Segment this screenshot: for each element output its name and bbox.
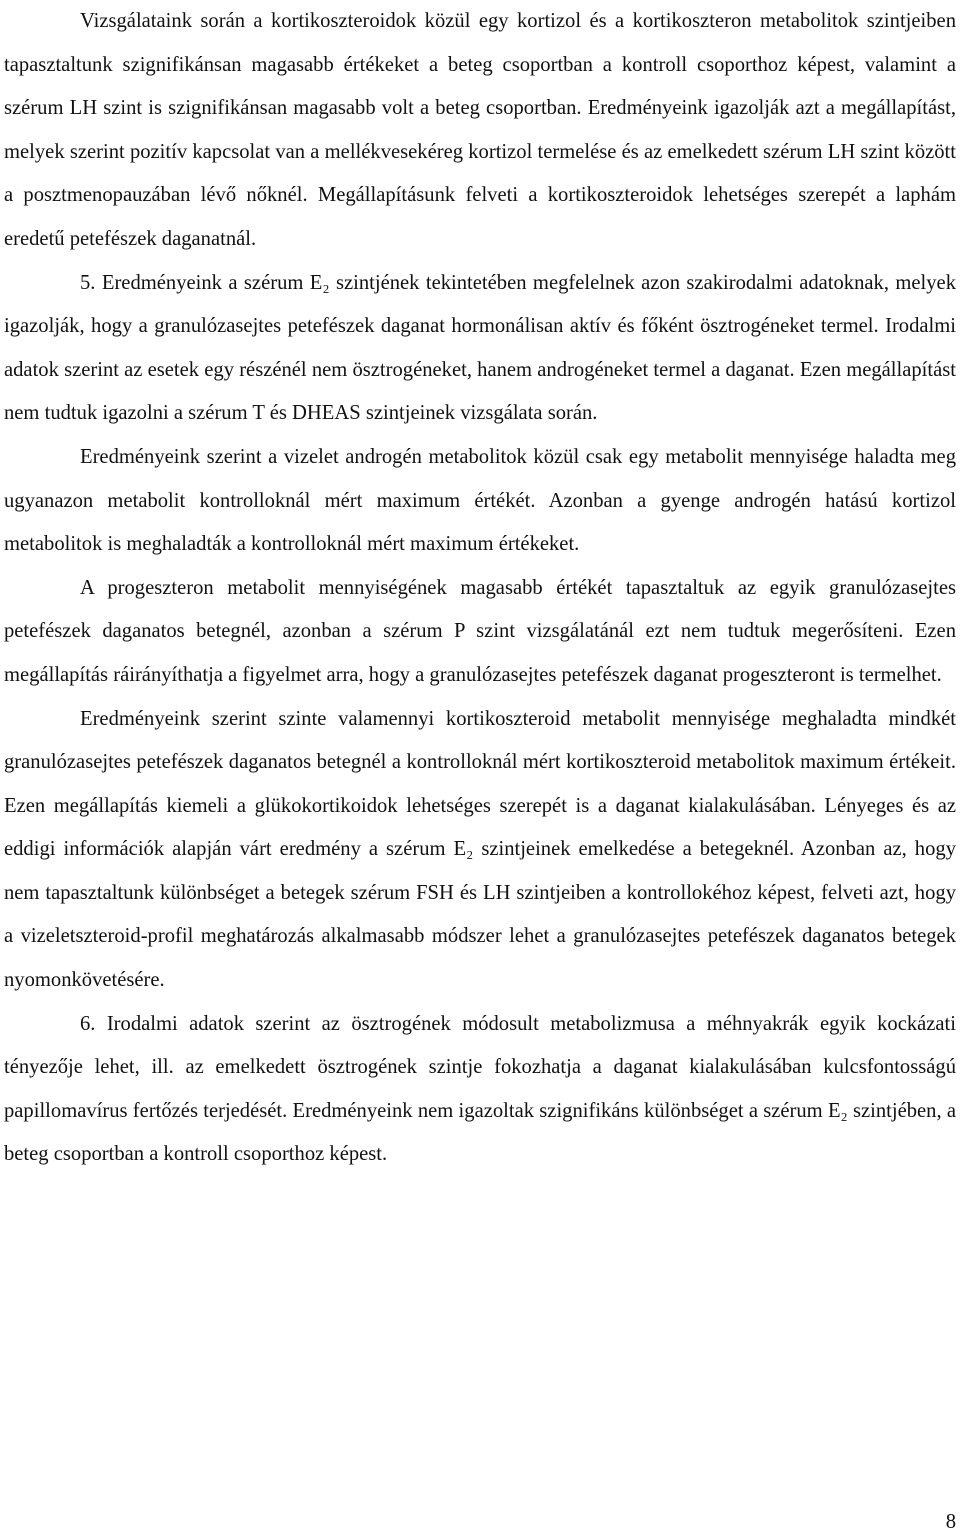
page-number: 8	[945, 1511, 956, 1533]
paragraph-androgen-metabolites: Eredményeink szerint a vizelet androgén metabolitok közül csak egy metabolit mennyisége haladta meg ugyanazon metabolit kontrolloknál mért maximum értékét. Azonban a gyenge androgén hatású kortizol metabolitok is meghaladták a kontrolloknál mért maximum értékeket.	[4, 445, 956, 556]
paragraph-serum-e2: 5. Eredményeink a szérum E₂ szintjének tekintetében megfelelnek azon szakirodalmi adatoknak, melyek igazolják, hogy a granulózasejtes petefészek daganat hormonálisan aktív és főként ösztrogéneket termel. Irodalmi adatok szerint az esetek egy részénél nem ösztrogéneket, hanem androgéneket termel a daganat. Ezen megállapítást nem tudtuk igazolni a szérum T és DHEAS szintjeinek vizsgálata során.	[4, 271, 956, 425]
paragraph-progesterone: A progeszteron metabolit mennyiségének magasabb értékét tapasztaltuk az egyik granulózasejtes petefészek daganatos betegnél, azonban a szérum P szint vizsgálatánál ezt nem tudtuk megerősíteni. Ezen megállapítás ráirányíthatja a figyelmet arra, hogy a granulózasejtes petefészek daganat progeszteront is termelhet.	[4, 576, 956, 686]
paragraph-corticosteroid-metabolites: Eredményeink szerint szinte valamennyi kortikoszteroid metabolit mennyisége meghaladta mindkét granulózasejtes petefészek daganatos betegnél a kontrolloknál mért kortikoszteroid metabolitok maximum értékeit. Ezen megállapítás kiemeli a glükokortikoidok lehetséges szerepét is a daganat kialakulásában. Lényeges és az eddigi információk alapján várt eredmény a szérum E₂ szintjeinek emelkedése a betegeknél. Azonban az, hogy nem tapasztaltunk különbséget a betegek szérum FSH és LH szintjeiben a kontrollokéhoz képest, felveti azt, hogy a vizeletszteroid-profil meghatározás alkalmasabb módszer lehet a granulózasejtes petefészek daganatos betegek nyomonkövetésére.	[4, 707, 956, 992]
paragraph-cervical-cancer: 6. Irodalmi adatok szerint az ösztrogének módosult metabolizmusa a méhnyakrák egyik kockázati tényezője lehet, ill. az emelkedett ösztrogének szintje fokozhatja a daganat kialakulásában kulcsfontosságú papillomavírus fertőzés terjedését. Eredményeink nem igazoltak szignifikáns különbséget a szérum E₂ szintjében, a beteg csoportban a kontroll csoporthoz képest.	[4, 1012, 956, 1166]
paragraph-corticosteroids: Vizsgálataink során a kortikoszteroidok közül egy kortizol és a kortikoszteron metabolitok szintjeiben tapasztaltunk szignifikánsan magasabb értékeket a beteg csoportban a kontroll csoporthoz képest, valamint a szérum LH szint is szignifikánsan magasabb volt a beteg csoportban. Eredményeink igazolják azt a megállapítást, melyek szerint pozitív kapcsolat van a mellékvesekéreg kortizol termelése és az emelkedett szérum LH szint között a posztmenopauzában lévő nőknél. Megállapításunk felveti a kortikoszteroidok lehetséges szerepét a laphám eredetű petefészek daganatnál.	[4, 10, 956, 250]
body-text	[4, 0, 956, 1177]
